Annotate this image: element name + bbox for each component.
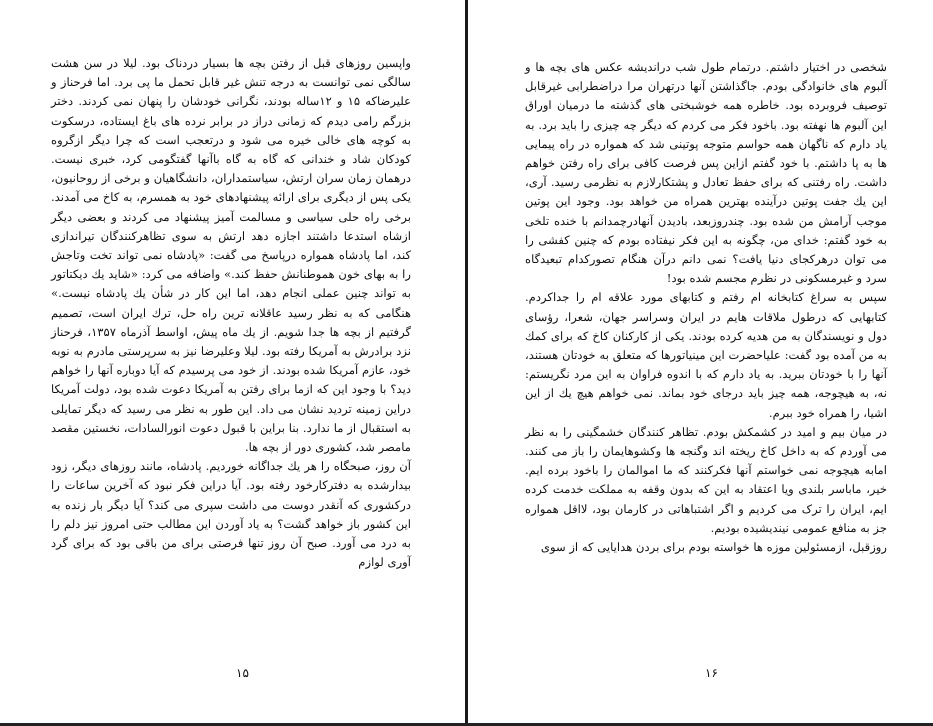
left-page-body [51,54,411,572]
paragraph: سپس به سراغ کتابخانه ام رفتم و کتابهای مورد علاقه ام را جداکردم. کتابهایی که درطول ملاقات هایم در ایران وسراسر جهان، شعرا، رؤسای دول و نویسندگان به من هدیه کرده بودند. یکی از کارکنان کاخ که برای کمك به من آمده بود گفت: علیاحضرت این مینیاتورها که متعلق به خودتان هستند، آنها را با خودتان ببرید. به یاد دارم که با اندوه فراوان به این مرد نگریستم: نه، به هیچوجه، همه چیز باید درجای خود بماند. نمی خواهم هیچ یك از این اشیا، را همراه خود ببرم. [525,290,887,420]
left-page [0,0,466,726]
paragraph: آن روز، صبحگاه را هر یك جداگانه خوردیم. پادشاه، مانند روزهای دیگر، زود بیدارشده به دفترکارخود رفته بود. آیا دراین فکر نبود که آخرین ساعات را درکشوری که آنقدر دوست می داشت سپری می کند؟ آیا دیگر بار زنده به این کشور باز خواهد گشت؟ به یاد آوردن این مطالب حتی امروز نیز دلم را به درد می آورد. صبح آن روز تنها فرصتی برای من باقی بود که برای گرد آوری لوازم [51,459,411,570]
paragraph: واپسین روزهای قبل از رفتن بچه ها بسیار دردناک بود. لیلا در سن هشت سالگی نمی توانست به درجه تنش غیر قابل تحمل ما پی برد. اما فرحناز و علیرضاکه ۱۵ و ۱۲ساله بودند، نگرانی خودشان را پنهان نمی کردند. دختر بزرگم رامی دیدم که زمانی دراز در برابر نرده های باغ ایستاده، درسکوت به کوچه های خالی خیره می شود و درتعجب است که چرا دیگر ازگروه کودکان شاد و خندانی که گاه به گاه باآنها گفتگومی کرد، خبری نیست. درهمان زمان سران ارتش، سیاستمداران، دانشگاهیان و برخی از روحانیون، یکی پس از دیگری برای ارائه پیشنهادهای خود به همسرم، به کاخ می آمدند. برخی راه حلی سیاسی و مسالمت آمیز پیشنهاد می کردند و بعضی دیگر ازشاه استدعا داشتند اجازه دهد ارتش به سوی تظاهرکنندگان تیراندازی کند، اما پادشاه همواره درپاسخ می گفت: «پادشاه نمی تواند تخت وتاجش را به بهای خون هموطنانش حفظ کند.» واضافه می کرد: «شاید یك دیکتاتور به تواند چنین عملی انجام دهد، اما این کار در شأن یك پادشاه نیست.» هنگامی که به نظر رسید عاقلانه ترین راه حل، ترك ایران است، تصمیم گرفتیم از بچه ها جدا شویم. از یك ماه پیش، اواسط آذرماه ۱۳۵۷، فرحناز نزد برادرش به آمریکا رفته بود. لیلا وعلیرضا نیز به سرپرستی مادرم به نوبه خود، عازم آمریکا شده بودند. از خود می پرسیدم که آیا دوباره آنها را خواهم دید؟ با وجود این که ازما برای رفتن به آمریکا دعوت شده بود، دولت آمریکا دراین زمینه تردید نشان می داد. این طور به نظر می رسید که دیگر تمایلی به استقبال از ما ندارد. بنا براین با قبول دعوت انورالسادات، نخستین مقصد مامصر شد، کشوری دور از بچه ها. [51,56,411,455]
right-page [468,0,933,726]
page-number: ۱۵ [236,666,249,680]
paragraph: روزقبل، ازمسئولین موزه ها خواسته بودم برای بردن هدایایی که از سوی [540,540,887,555]
paragraph: در میان بیم و امید در کشمکش بودم. تظاهر کنندگان خشمگینی را به نظر می آوردم که به داخل کاخ ریخته اند وگنجه ها وکشوهایمان را باز می کنند. امابه هیچوجه نمی خواستم آنها فکرکنند که ما اموالمان را باخود برده ایم. خیر، ماباسر بلندی ویا اعتقاد به این که بدون وقفه به مملکت خدمت کرده ایم، ایران را ترک می کردیم و اگر اشتباهاتی در کارمان بود، لااقل همواره جز به منافع عمومی نیندیشیده بودیم. [525,424,887,535]
paragraph: شخصی در اختیار داشتم. درتمام طول شب دراندیشه عکس های بچه ها و آلبوم های خانوادگی بودم. جاگذاشتن آنها درتهران مرا دراضطرابی غیرقابل توصیف فروبرده بود. خاطره همه خوشبختی های گذشته ما درمیان اوراق این آلبوم ها نهفته بود. باخود فکر می کردم که دیگر چه چیزی را باید برد. به یاد دارم که ناگهان همه حواسم متوجه پوتینی شد که همواره در راه پیمایی ها به پا داشتم. با خود گفتم ازاین پس فرصت کافی برای راه رفتن خواهم داشت. راه رفتنی که برای حفظ تعادل و پشتکارلازم به نظرمی رسید. آری، این یك جفت پوتین درآینده بهترین همراه من خواهد بود. وجود این پوتین موجب آرامش من شده بود. چندروزبعد، بادیدن آنهادرچمدانم با خنده تلخی به خود گفتم: خدای من، چگونه به این فکر نیفتاده بودم که چنین کفشی را می توان درهرکجای دنیا یافت؟ نمی دانم درآن هنگام تصورکدام تبعیدگاه سرد و غیرمسکونی در نظرم مجسم شده بود! [525,60,887,286]
right-page-body [525,58,887,557]
page-number: ۱۶ [705,666,718,680]
